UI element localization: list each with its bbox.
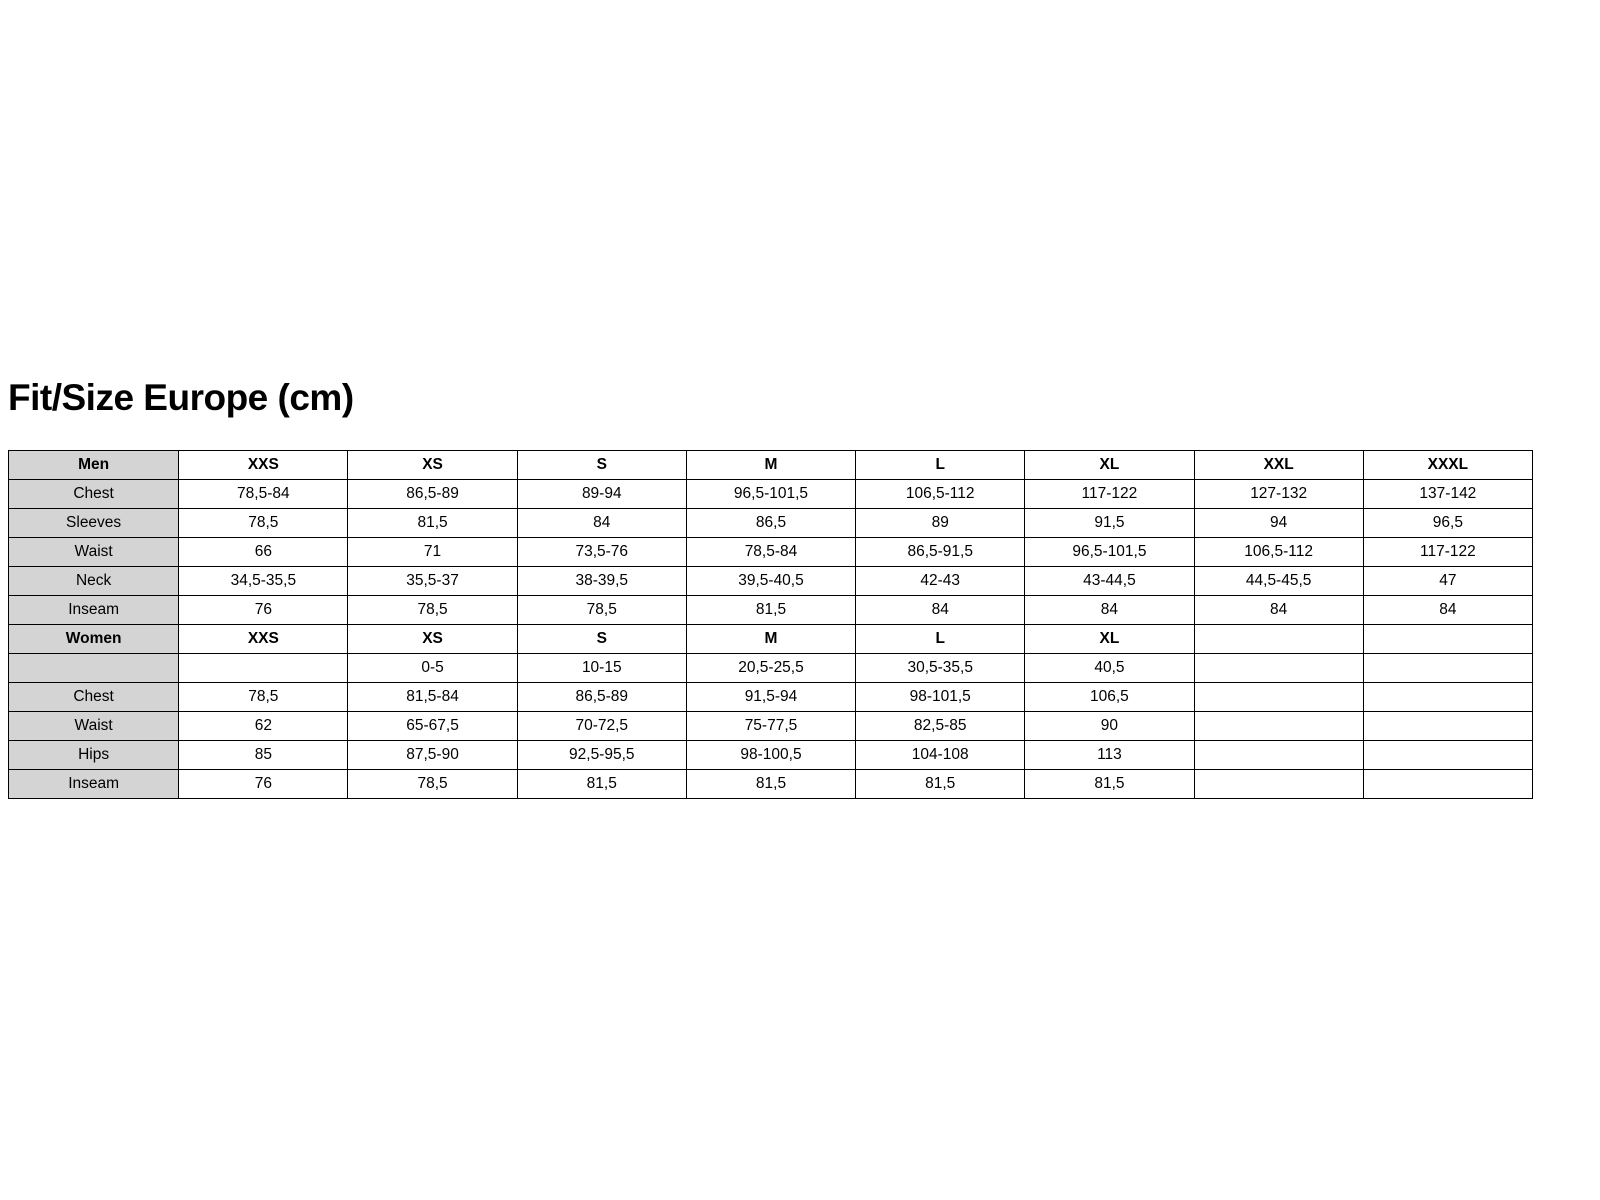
table-cell-measurement: 98-100,5 <box>686 741 855 770</box>
table-cell-measurement: 78,5 <box>517 596 686 625</box>
table-cell-measurement: 78,5 <box>179 509 348 538</box>
size-column-header: XL <box>1025 451 1194 480</box>
table-cell-measurement: 70-72,5 <box>517 712 686 741</box>
measurement-label-blank <box>9 654 179 683</box>
table-cell-measurement: 106,5-112 <box>1194 538 1363 567</box>
table-cell-measurement: 84 <box>856 596 1025 625</box>
table-cell-measurement: 39,5-40,5 <box>686 567 855 596</box>
table-cell-measurement: 84 <box>517 509 686 538</box>
size-column-header: S <box>517 451 686 480</box>
size-column-header: XXXL <box>1363 451 1532 480</box>
table-cell-measurement: 96,5-101,5 <box>1025 538 1194 567</box>
size-column-header: XXS <box>179 625 348 654</box>
table-cell-measurement: 10-15 <box>517 654 686 683</box>
measurement-label: Chest <box>9 480 179 509</box>
table-cell-measurement: 78,5 <box>348 770 517 799</box>
table-cell-measurement: 127-132 <box>1194 480 1363 509</box>
table-row <box>9 712 1533 741</box>
table-cell-empty <box>1363 712 1532 741</box>
table-row <box>9 654 1533 683</box>
table-cell-measurement: 76 <box>179 596 348 625</box>
size-column-header: L <box>856 451 1025 480</box>
size-table <box>8 450 1533 799</box>
table-cell-measurement: 73,5-76 <box>517 538 686 567</box>
table-cell-empty <box>1363 683 1532 712</box>
table-cell-measurement: 81,5 <box>348 509 517 538</box>
table-cell-measurement: 96,5-101,5 <box>686 480 855 509</box>
table-cell-measurement: 78,5-84 <box>686 538 855 567</box>
table-cell-measurement: 38-39,5 <box>517 567 686 596</box>
table-cell-empty <box>179 654 348 683</box>
table-cell-measurement: 81,5-84 <box>348 683 517 712</box>
table-cell-measurement: 82,5-85 <box>856 712 1025 741</box>
table-cell-measurement: 84 <box>1363 596 1532 625</box>
table-cell-empty <box>1194 741 1363 770</box>
measurement-label: Sleeves <box>9 509 179 538</box>
table-cell-measurement: 91,5-94 <box>686 683 855 712</box>
table-cell-measurement: 35,5-37 <box>348 567 517 596</box>
table-row <box>9 538 1533 567</box>
table-cell-measurement: 104-108 <box>856 741 1025 770</box>
table-row <box>9 683 1533 712</box>
table-cell-measurement: 117-122 <box>1025 480 1194 509</box>
table-cell-measurement: 71 <box>348 538 517 567</box>
table-cell-measurement: 81,5 <box>686 596 855 625</box>
measurement-label: Waist <box>9 538 179 567</box>
table-cell-measurement: 66 <box>179 538 348 567</box>
table-cell-measurement: 30,5-35,5 <box>856 654 1025 683</box>
table-cell-measurement: 42-43 <box>856 567 1025 596</box>
section-header-label: Men <box>9 451 179 480</box>
table-cell-measurement: 76 <box>179 770 348 799</box>
table-cell-measurement: 78,5 <box>348 596 517 625</box>
table-cell-empty <box>1194 625 1363 654</box>
measurement-label: Inseam <box>9 770 179 799</box>
table-cell-measurement: 81,5 <box>856 770 1025 799</box>
table-cell-measurement: 81,5 <box>517 770 686 799</box>
table-row <box>9 509 1533 538</box>
table-row <box>9 625 1533 654</box>
table-cell-empty <box>1194 770 1363 799</box>
table-cell-measurement: 43-44,5 <box>1025 567 1194 596</box>
table-cell-measurement: 94 <box>1194 509 1363 538</box>
table-cell-measurement: 81,5 <box>1025 770 1194 799</box>
table-row <box>9 741 1533 770</box>
table-cell-measurement: 85 <box>179 741 348 770</box>
size-column-header: M <box>686 451 855 480</box>
table-cell-measurement: 78,5 <box>179 683 348 712</box>
table-row <box>9 480 1533 509</box>
table-cell-measurement: 44,5-45,5 <box>1194 567 1363 596</box>
table-cell-measurement: 62 <box>179 712 348 741</box>
table-cell-measurement: 34,5-35,5 <box>179 567 348 596</box>
measurement-label: Inseam <box>9 596 179 625</box>
table-cell-measurement: 96,5 <box>1363 509 1532 538</box>
table-cell-empty <box>1363 770 1532 799</box>
size-column-header: S <box>517 625 686 654</box>
measurement-label: Waist <box>9 712 179 741</box>
table-cell-measurement: 78,5-84 <box>179 480 348 509</box>
size-table-body <box>9 451 1533 799</box>
table-cell-measurement: 20,5-25,5 <box>686 654 855 683</box>
table-cell-measurement: 90 <box>1025 712 1194 741</box>
size-column-header: XXS <box>179 451 348 480</box>
measurement-label: Chest <box>9 683 179 712</box>
table-cell-measurement: 89 <box>856 509 1025 538</box>
size-column-header: XXL <box>1194 451 1363 480</box>
table-cell-measurement: 106,5 <box>1025 683 1194 712</box>
table-cell-empty <box>1363 654 1532 683</box>
table-cell-measurement: 87,5-90 <box>348 741 517 770</box>
measurement-label: Hips <box>9 741 179 770</box>
table-cell-measurement: 92,5-95,5 <box>517 741 686 770</box>
size-table-container <box>8 450 1533 799</box>
table-cell-empty <box>1363 741 1532 770</box>
table-cell-measurement: 40,5 <box>1025 654 1194 683</box>
table-cell-measurement: 98-101,5 <box>856 683 1025 712</box>
table-cell-measurement: 113 <box>1025 741 1194 770</box>
size-column-header: L <box>856 625 1025 654</box>
table-cell-measurement: 81,5 <box>686 770 855 799</box>
table-cell-empty <box>1194 654 1363 683</box>
table-cell-measurement: 117-122 <box>1363 538 1532 567</box>
size-column-header: M <box>686 625 855 654</box>
table-cell-empty <box>1363 625 1532 654</box>
table-cell-measurement: 86,5 <box>686 509 855 538</box>
table-cell-measurement: 106,5-112 <box>856 480 1025 509</box>
table-cell-measurement: 84 <box>1194 596 1363 625</box>
table-cell-measurement: 47 <box>1363 567 1532 596</box>
size-column-header: XS <box>348 451 517 480</box>
table-cell-measurement: 86,5-89 <box>517 683 686 712</box>
table-row <box>9 567 1533 596</box>
table-cell-measurement: 65-67,5 <box>348 712 517 741</box>
table-row <box>9 451 1533 480</box>
table-cell-measurement: 0-5 <box>348 654 517 683</box>
table-cell-empty <box>1194 712 1363 741</box>
table-cell-measurement: 75-77,5 <box>686 712 855 741</box>
page-title: Fit/Size Europe (cm) <box>8 377 354 418</box>
table-cell-measurement: 86,5-89 <box>348 480 517 509</box>
table-cell-measurement: 137-142 <box>1363 480 1532 509</box>
section-header-label: Women <box>9 625 179 654</box>
table-cell-measurement: 89-94 <box>517 480 686 509</box>
table-cell-empty <box>1194 683 1363 712</box>
table-cell-measurement: 91,5 <box>1025 509 1194 538</box>
table-cell-measurement: 86,5-91,5 <box>856 538 1025 567</box>
table-cell-measurement: 84 <box>1025 596 1194 625</box>
measurement-label: Neck <box>9 567 179 596</box>
table-row <box>9 770 1533 799</box>
table-row <box>9 596 1533 625</box>
size-column-header: XS <box>348 625 517 654</box>
size-column-header: XL <box>1025 625 1194 654</box>
